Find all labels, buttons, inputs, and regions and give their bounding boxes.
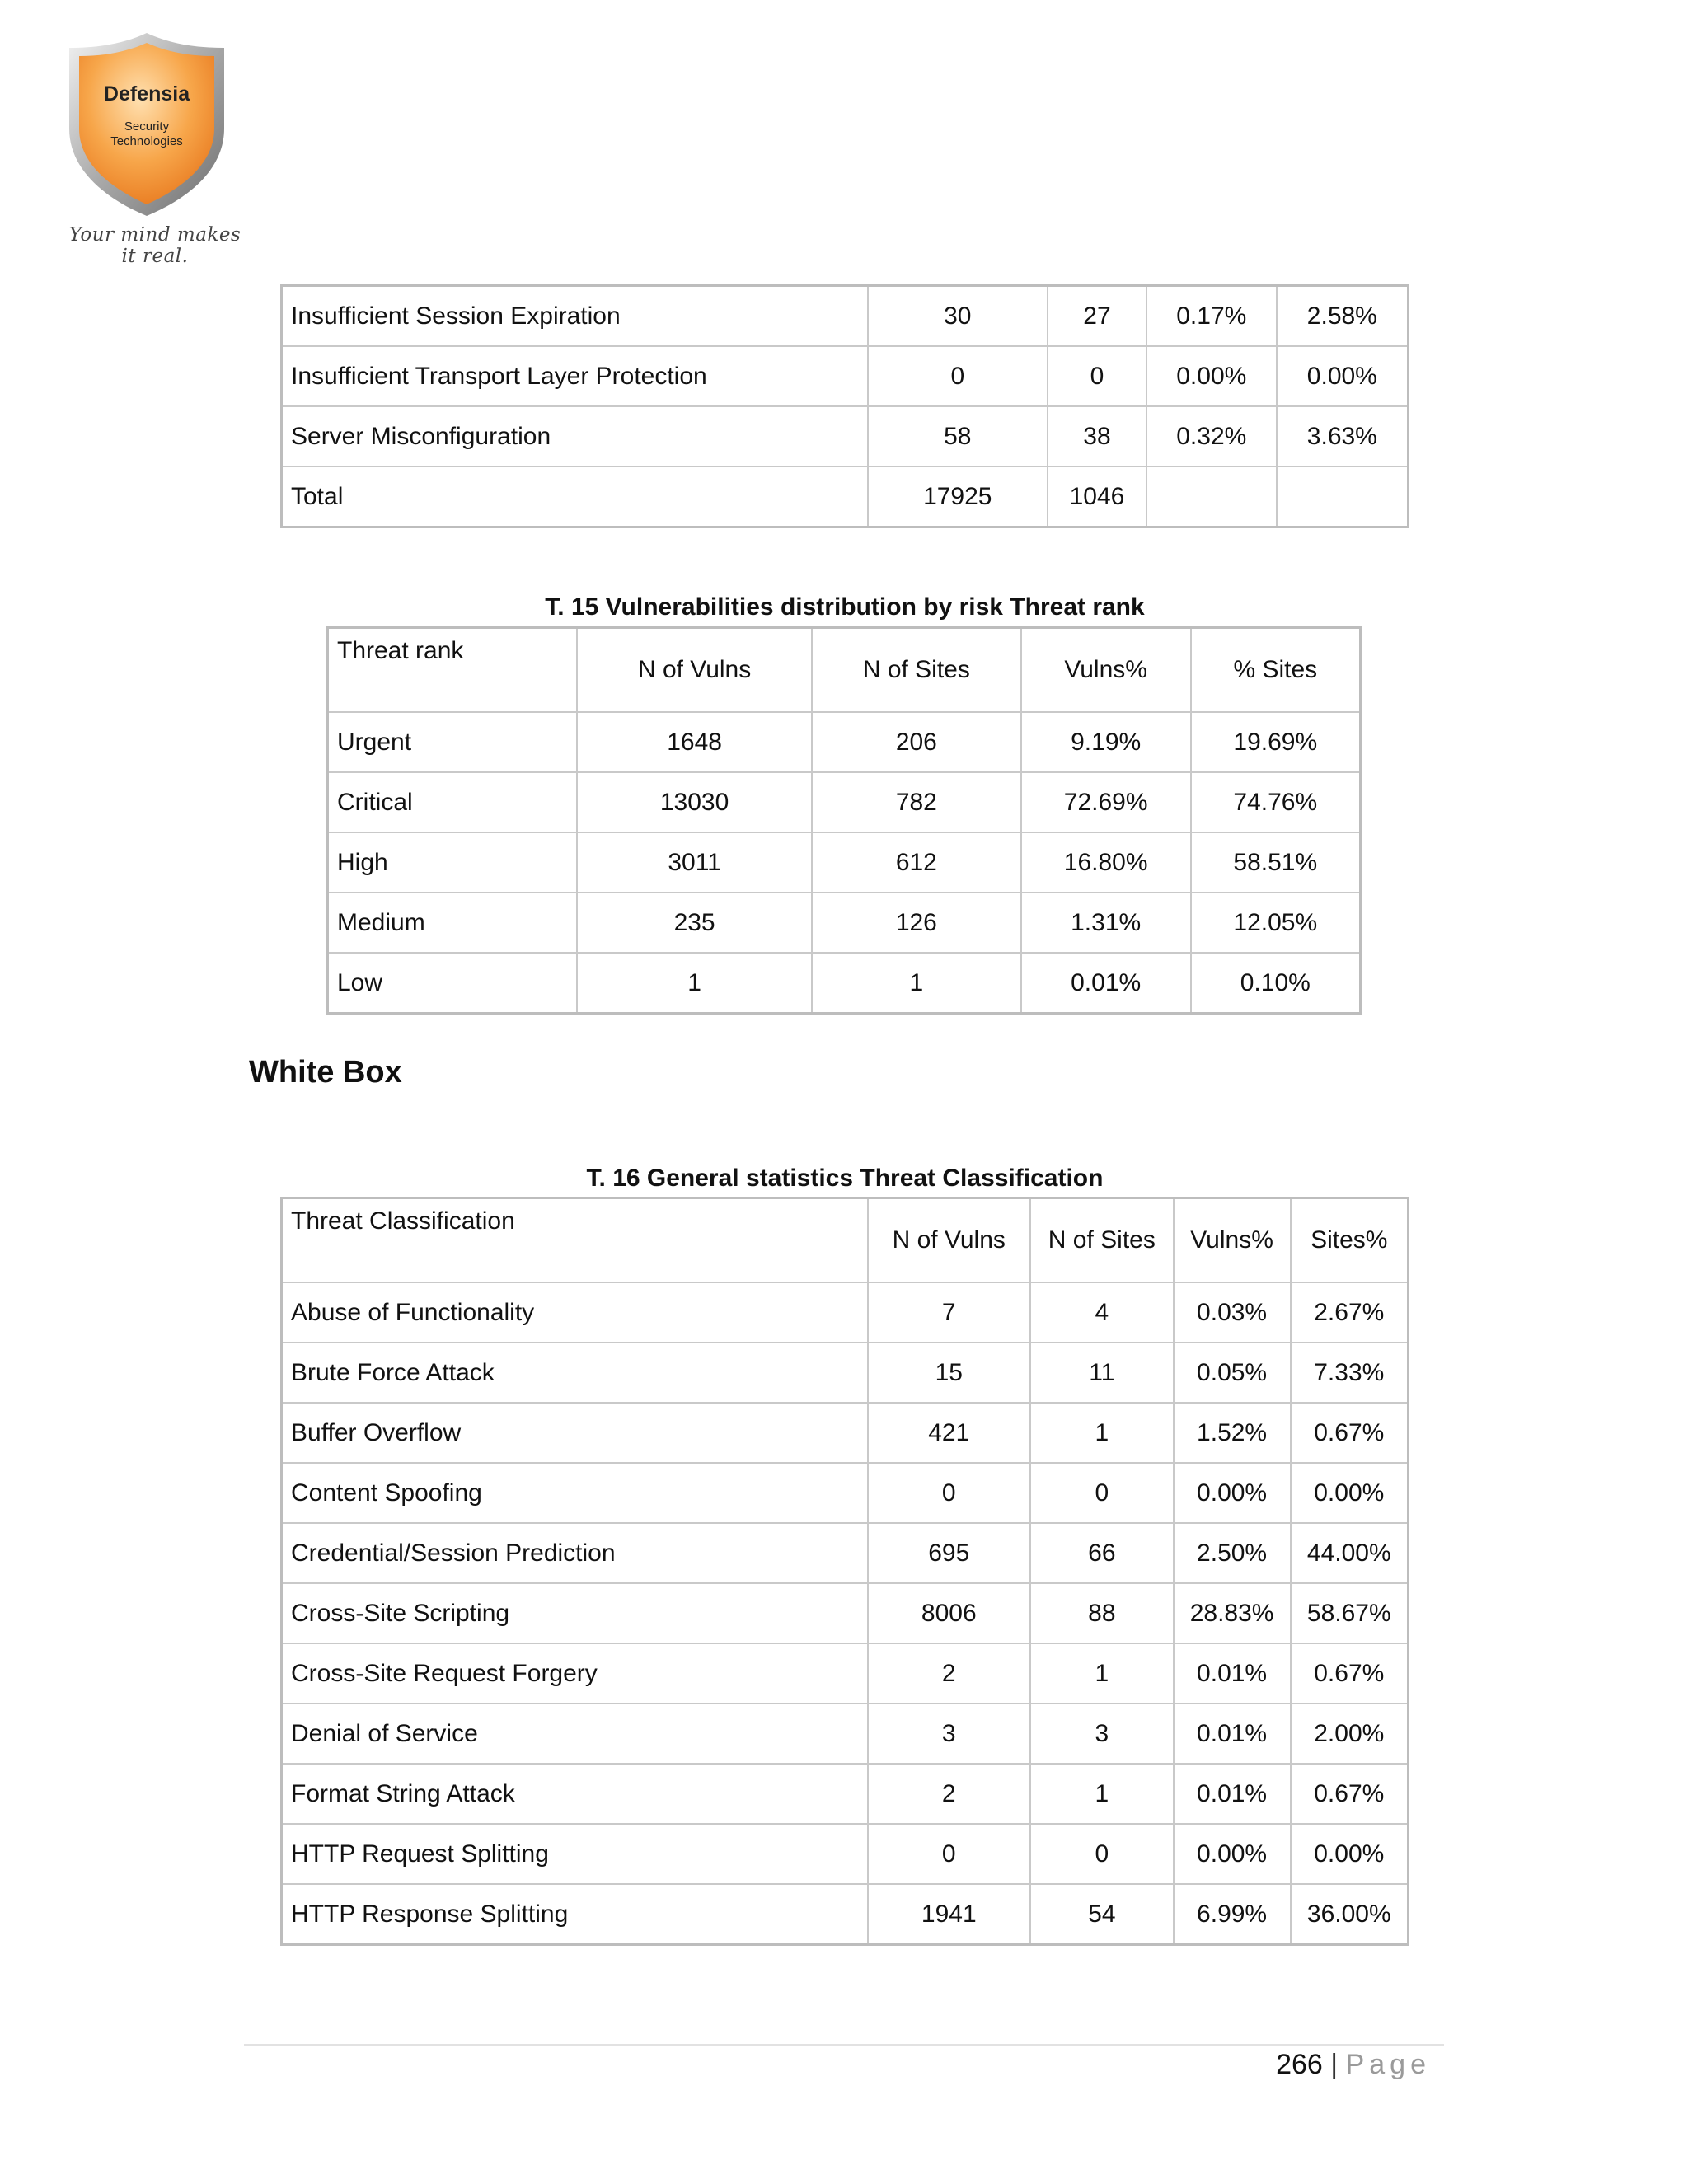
sites-count: 782: [812, 772, 1021, 832]
table-row: [282, 1764, 1409, 1824]
row-name: Abuse of Functionality: [282, 1282, 868, 1343]
vulns-count: 17925: [868, 466, 1048, 527]
threat-table-continued: [280, 284, 1409, 528]
logo-subtitle-1: Security: [124, 120, 170, 134]
vulns-percent: 0.05%: [1174, 1343, 1291, 1403]
row-name: Insufficient Session Expiration: [282, 286, 868, 347]
row-name: Format String Attack: [282, 1764, 868, 1824]
table-row: [282, 466, 1409, 527]
sites-percent: 0.00%: [1291, 1463, 1409, 1523]
row-name: High: [328, 832, 578, 893]
vulns-count: 2: [868, 1643, 1031, 1704]
logo-brand: Defensia: [103, 82, 190, 105]
threat-rank-table: [326, 626, 1362, 1015]
table-row: [282, 286, 1409, 347]
sites-count: 1: [1030, 1643, 1174, 1704]
sites-count: 1: [1030, 1403, 1174, 1463]
sites-percent: 12.05%: [1191, 893, 1361, 953]
threat-rank-table-body: [328, 712, 1361, 1014]
sites-count: 1046: [1048, 466, 1146, 527]
table-row: [328, 712, 1361, 772]
vulns-percent: 0.01%: [1174, 1643, 1291, 1704]
row-name: Content Spoofing: [282, 1463, 868, 1523]
row-name: Critical: [328, 772, 578, 832]
header-n-of-vulns: N of Vulns: [868, 1198, 1031, 1283]
table-row: [282, 1523, 1409, 1583]
table-row: [282, 406, 1409, 466]
table-row: [282, 1704, 1409, 1764]
vulns-count: 3: [868, 1704, 1031, 1764]
sites-percent: 0.00%: [1291, 1824, 1409, 1884]
row-name: Cross-Site Request Forgery: [282, 1643, 868, 1704]
vulns-count: 8006: [868, 1583, 1031, 1643]
page-number-value: 266: [1276, 2049, 1323, 2080]
shield-icon: [64, 30, 229, 219]
vulns-percent: 0.00%: [1174, 1463, 1291, 1523]
footer-divider: [244, 2044, 1444, 2046]
header-threat-rank: Threat rank: [328, 628, 578, 713]
row-name: HTTP Response Splitting: [282, 1884, 868, 1945]
sites-count: 3: [1030, 1704, 1174, 1764]
vulns-count: 695: [868, 1523, 1031, 1583]
sites-count: 126: [812, 893, 1021, 953]
table-row: [328, 893, 1361, 953]
sites-count: 4: [1030, 1282, 1174, 1343]
company-logo: [64, 30, 241, 267]
sites-count: 1: [812, 953, 1021, 1014]
sites-percent: 2.00%: [1291, 1704, 1409, 1764]
vulns-count: 58: [868, 406, 1048, 466]
vulns-count: 1941: [868, 1884, 1031, 1945]
sites-percent: [1277, 466, 1409, 527]
sites-count: 11: [1030, 1343, 1174, 1403]
vulns-count: 30: [868, 286, 1048, 347]
sites-count: 1: [1030, 1764, 1174, 1824]
row-name: Cross-Site Scripting: [282, 1583, 868, 1643]
table-row: [282, 346, 1409, 406]
sites-percent: 2.67%: [1291, 1282, 1409, 1343]
vulns-percent: 1.52%: [1174, 1403, 1291, 1463]
vulns-percent: 0.32%: [1146, 406, 1277, 466]
sites-percent: 0.67%: [1291, 1764, 1409, 1824]
sites-count: 0: [1048, 346, 1146, 406]
vulns-count: 1: [577, 953, 812, 1014]
sites-count: 206: [812, 712, 1021, 772]
sites-percent: 74.76%: [1191, 772, 1361, 832]
table-row: [328, 832, 1361, 893]
vulns-count: 0: [868, 1824, 1031, 1884]
vulns-count: 235: [577, 893, 812, 953]
vulns-count: 0: [868, 346, 1048, 406]
vulns-percent: 0.01%: [1174, 1764, 1291, 1824]
vulns-percent: 0.01%: [1021, 953, 1191, 1014]
vulns-percent: 2.50%: [1174, 1523, 1291, 1583]
vulns-count: 7: [868, 1282, 1031, 1343]
sites-count: 0: [1030, 1824, 1174, 1884]
row-name: HTTP Request Splitting: [282, 1824, 868, 1884]
table-row: [282, 1824, 1409, 1884]
header-sites-pct: % Sites: [1191, 628, 1361, 713]
vulns-count: 15: [868, 1343, 1031, 1403]
vulns-percent: 0.17%: [1146, 286, 1277, 347]
vulns-percent: 1.31%: [1021, 893, 1191, 953]
vulns-count: 1648: [577, 712, 812, 772]
sites-count: 0: [1030, 1463, 1174, 1523]
header-vulns-pct: Vulns%: [1021, 628, 1191, 713]
row-name: Credential/Session Prediction: [282, 1523, 868, 1583]
sites-percent: 0.67%: [1291, 1403, 1409, 1463]
sites-percent: 2.58%: [1277, 286, 1409, 347]
sites-count: 38: [1048, 406, 1146, 466]
row-name: Brute Force Attack: [282, 1343, 868, 1403]
page-label: Page: [1345, 2049, 1431, 2080]
table-row: [282, 1282, 1409, 1343]
table-16-caption: T. 16 General statistics Threat Classification: [586, 1165, 1104, 1192]
vulns-count: 3011: [577, 832, 812, 893]
sites-percent: 7.33%: [1291, 1343, 1409, 1403]
page-separator: |: [1330, 2049, 1339, 2080]
table-row: [282, 1643, 1409, 1704]
row-name: Insufficient Transport Layer Protection: [282, 346, 868, 406]
header-n-of-vulns: N of Vulns: [577, 628, 812, 713]
table-row: [282, 1403, 1409, 1463]
table-header-row: [328, 628, 1361, 713]
row-name: Total: [282, 466, 868, 527]
vulns-percent: 0.01%: [1174, 1704, 1291, 1764]
vulns-count: 0: [868, 1463, 1031, 1523]
vulns-percent: 0.00%: [1146, 346, 1277, 406]
table-15-caption: T. 15 Vulnerabilities distribution by risk Threat rank: [545, 593, 1145, 621]
sites-percent: 19.69%: [1191, 712, 1361, 772]
threat-table-continued-body: [282, 286, 1409, 527]
vulns-percent: 28.83%: [1174, 1583, 1291, 1643]
sites-percent: 44.00%: [1291, 1523, 1409, 1583]
sites-percent: 3.63%: [1277, 406, 1409, 466]
row-name: Low: [328, 953, 578, 1014]
sites-count: 27: [1048, 286, 1146, 347]
vulns-count: 421: [868, 1403, 1031, 1463]
row-name: Medium: [328, 893, 578, 953]
threat-classification-table: [280, 1197, 1409, 1946]
vulns-percent: 6.99%: [1174, 1884, 1291, 1945]
header-sites-pct: Sites%: [1291, 1198, 1409, 1283]
logo-tagline: Your mind makes it real.: [68, 224, 241, 267]
vulns-percent: 0.00%: [1174, 1824, 1291, 1884]
page-number: [1276, 2049, 1431, 2081]
sites-percent: 0.00%: [1277, 346, 1409, 406]
header-n-of-sites: N of Sites: [1030, 1198, 1174, 1283]
vulns-percent: [1146, 466, 1277, 527]
row-name: Denial of Service: [282, 1704, 868, 1764]
threat-classification-table-body: [282, 1282, 1409, 1945]
table-row: [282, 1343, 1409, 1403]
sites-count: 54: [1030, 1884, 1174, 1945]
header-vulns-pct: Vulns%: [1174, 1198, 1291, 1283]
vulns-percent: 72.69%: [1021, 772, 1191, 832]
sites-count: 612: [812, 832, 1021, 893]
table-row: [282, 1583, 1409, 1643]
sites-percent: 0.10%: [1191, 953, 1361, 1014]
table-row: [328, 772, 1361, 832]
vulns-percent: 0.03%: [1174, 1282, 1291, 1343]
vulns-count: 2: [868, 1764, 1031, 1824]
table-row: [282, 1463, 1409, 1523]
table-row: [328, 953, 1361, 1014]
sites-percent: 58.51%: [1191, 832, 1361, 893]
row-name: Buffer Overflow: [282, 1403, 868, 1463]
table-header-row: [282, 1198, 1409, 1283]
vulns-count: 13030: [577, 772, 812, 832]
vulns-percent: 9.19%: [1021, 712, 1191, 772]
sites-percent: 0.67%: [1291, 1643, 1409, 1704]
header-n-of-sites: N of Sites: [812, 628, 1021, 713]
section-title: White Box: [249, 1055, 402, 1090]
sites-count: 88: [1030, 1583, 1174, 1643]
logo-subtitle-2: Technologies: [110, 134, 183, 148]
header-threat-classification: Threat Classification: [282, 1198, 868, 1283]
sites-percent: 36.00%: [1291, 1884, 1409, 1945]
row-name: Server Misconfiguration: [282, 406, 868, 466]
row-name: Urgent: [328, 712, 578, 772]
sites-count: 66: [1030, 1523, 1174, 1583]
sites-percent: 58.67%: [1291, 1583, 1409, 1643]
vulns-percent: 16.80%: [1021, 832, 1191, 893]
table-row: [282, 1884, 1409, 1945]
